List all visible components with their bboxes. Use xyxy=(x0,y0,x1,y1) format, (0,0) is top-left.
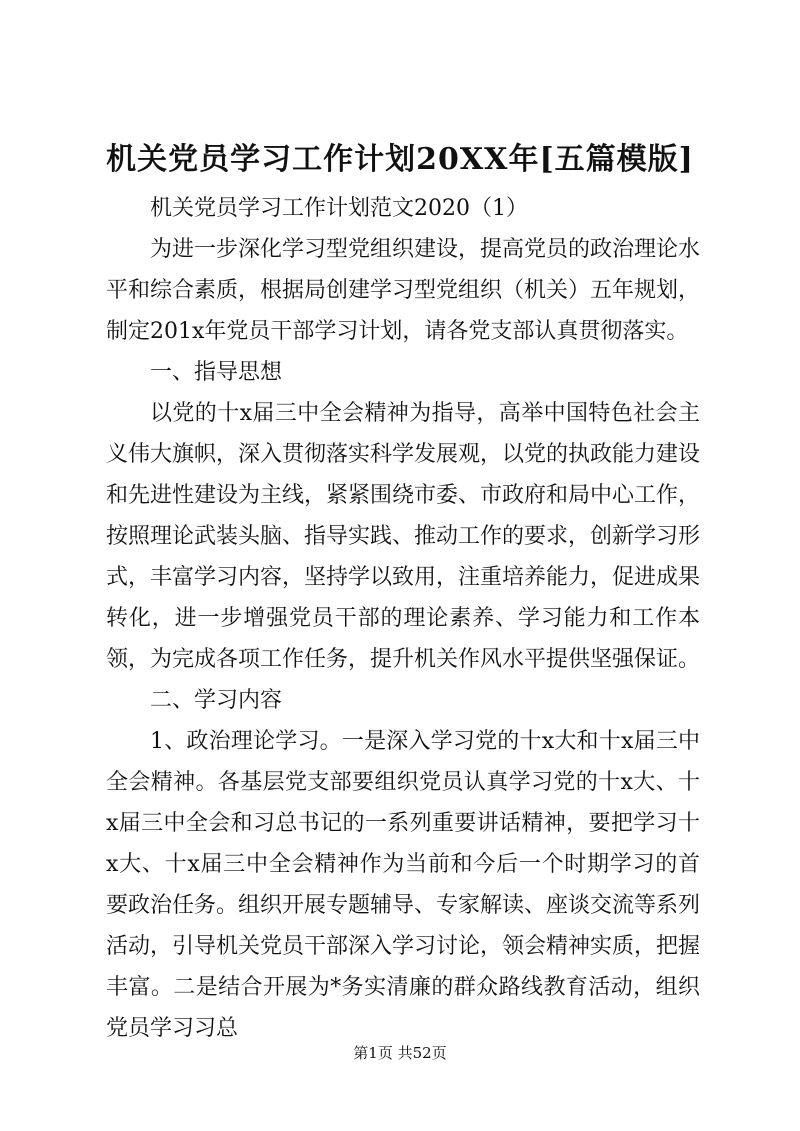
paragraph-political-theory: 1、政治理论学习。一是深入学习党的十x大和十x届三中全会精神。各基层党支部要组织党员认真学习党的十x大、十x届三中全会和习总书记的一系列重要讲话精神，要把学习十x大、十x届三中全会精神作为当前和今后一个时期学习的首要政治任务。组织开展专题辅导、专家解读、座谈交流等系列活动，引导机关党员干部深入学习讨论，领会精神实质，把握丰富。二是结合开展为*务实清廉的群众路线教育活动，组织党员学习习总 xyxy=(106,729,701,1041)
paragraph-guiding-thought: 以党的十x届三中全会精神为指导，高举中国特色社会主义伟大旗帜，深入贯彻落实科学发展观，以党的执政能力建设和先进性建设为主线，紧紧围绕市委、市政府和局中心工作，按照理论武装头脑、指导实践、推动工作的要求，创新学习形式，丰富学习内容，坚持学以致用，注重培养能力，促进成果转化，进一步增强党员干部的理论素养、学习能力和工作本领，为完成各项工作任务，提升机关作风水平提供坚强保证。 xyxy=(106,401,701,672)
page-footer: 第1页 共52页 xyxy=(353,1044,447,1062)
section-heading-guiding-thought: 一、指导思想 xyxy=(150,360,283,385)
paragraph-subtitle: 机关党员学习工作计划范文2020（1） xyxy=(150,196,528,221)
paragraph-intro: 为进一步深化学习型党组织建设，提高党员的政治理论水平和综合素质，根据局创建学习型党组织（机关）五年规划，制定201x年党员干部学习计划，请各党支部认真贯彻落实。 xyxy=(106,237,701,344)
document-body xyxy=(106,188,700,1049)
document-title: 机关党员学习工作计划20XX年[五篇模版] xyxy=(106,142,694,177)
section-heading-study-content: 二、学习内容 xyxy=(150,688,283,713)
